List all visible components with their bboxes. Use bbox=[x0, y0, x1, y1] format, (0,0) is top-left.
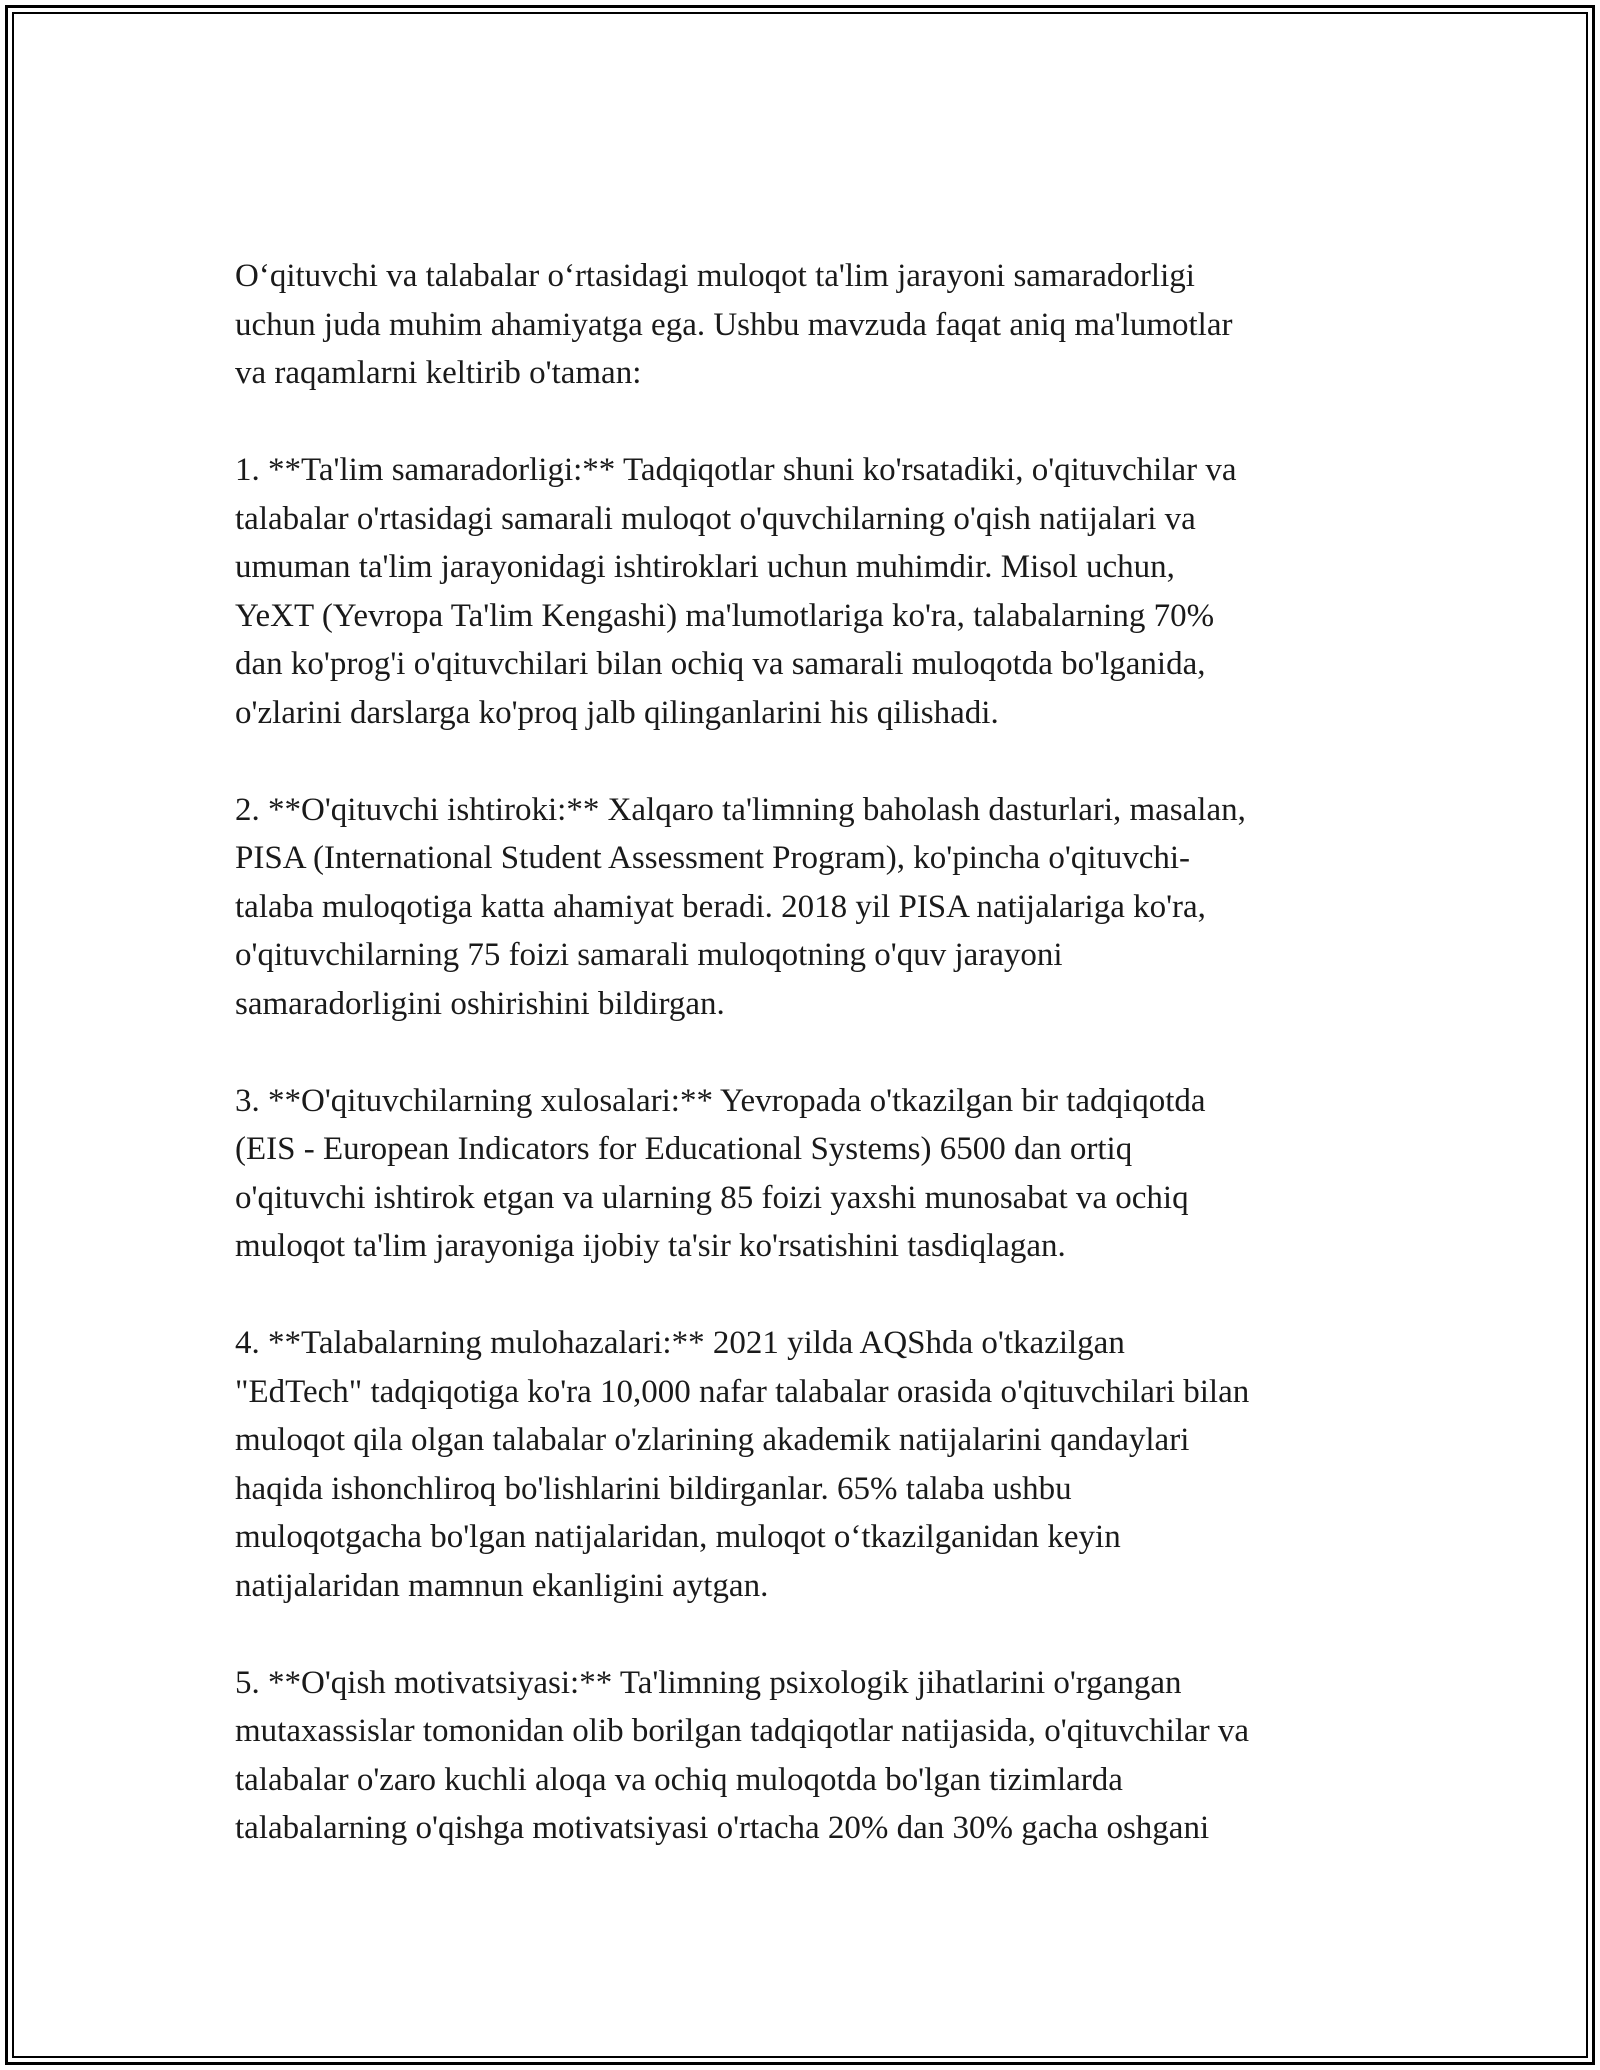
paragraph-study-motivation: 5. **O'qish motivatsiyasi:** Ta'limning psixologik jihatlarini o'rgangan mutaxassislar tomonidan olib borilgan tadqiqotlar natijasida, o'qituvchilar va talabalar o'zaro kuchli aloqa va ochiq muloqotda bo'lgan tizimlarda talabalarning o'qishga motivatsiyasi o'rtacha 20% dan 30% gacha oshgani bbox=[235, 1664, 1250, 1846]
document-body bbox=[235, 252, 1380, 1853]
intro-paragraph: O‘qituvchi va talabalar o‘rtasidagi muloqot ta'lim jarayoni samaradorligi uchun juda muhim ahamiyatga ega. Ushbu mavzuda faqat aniq ma'lumotlar va raqamlarni keltirib o'taman: bbox=[235, 258, 1233, 391]
paragraph-teacher-participation: 2. **O'qituvchi ishtiroki:** Xalqaro ta'limning baholash dasturlari, masalan, PISA (International Student Assessment Program), ko'pincha o'qituvchi- talaba muloqotiga katta ahamiyat beradi. 2018 yil PISA natijalariga ko'ra, o'qituvchilarning 75 foizi samarali muloqotning o'quv jarayoni samaradorligini oshirishini bildirgan. bbox=[235, 791, 1246, 1022]
paragraph-student-feedback: 4. **Talabalarning mulohazalari:** 2021 yilda AQShda o'tkazilgan "EdTech" tadqiqotiga ko'ra 10,000 nafar talabalar orasida o'qituvchilari bilan muloqot qila olgan talabalar o'zlarining akademik natijalarini qandaylari haqida ishonchliroq bo'lishlarini bildirganlar. 65% talaba ushbu muloqotgacha bo'lgan natijalaridan, muloqot o‘tkazilganidan keyin natijalaridan mamnun ekanligini aytgan. bbox=[235, 1325, 1250, 1604]
paragraph-education-effectiveness: 1. **Ta'lim samaradorligi:** Tadqiqotlar shuni ko'rsatadiki, o'qituvchilar va talabalar o'rtasidagi samarali muloqot o'quvchilarning o'qish natijalari va umuman ta'lim jarayonidagi ishtiroklari uchun muhimdir. Misol uchun, YeXT (Yevropa Ta'lim Kengashi) ma'lumotlariga ko'ra, talabalarning 70% dan ko'prog'i o'qituvchilari bilan ochiq va samarali muloqotda bo'lganida, o'zlarini darslarga ko'proq jalb qilinganlarini his qilishadi. bbox=[235, 452, 1237, 731]
paragraph-teacher-conclusions: 3. **O'qituvchilarning xulosalari:** Yevropada o'tkazilgan bir tadqiqotda (EIS - European Indicators for Educational Systems) 6500 dan ortiq o'qituvchi ishtirok etgan va ularning 85 foizi yaxshi munosabat va ochiq muloqot ta'lim jarayoniga ijobiy ta'sir ko'rsatishini tasdiqlagan. bbox=[235, 1082, 1206, 1264]
